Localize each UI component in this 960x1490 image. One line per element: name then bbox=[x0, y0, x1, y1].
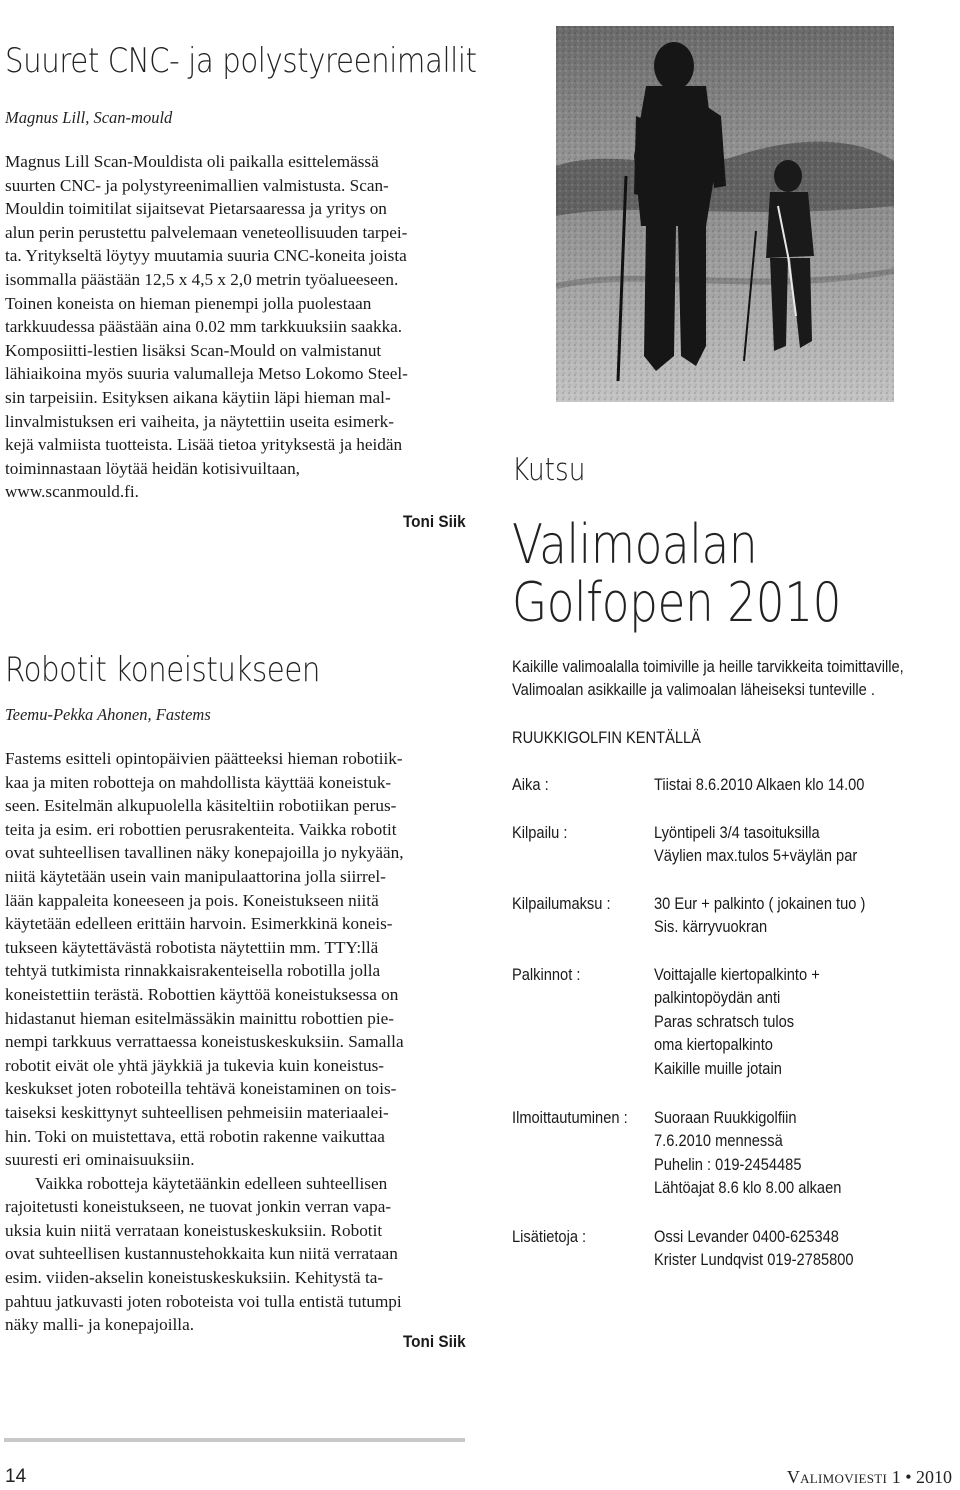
body-line: uksia kuin niitä verrataan koneistuskeskuksiin. Robotit bbox=[5, 1220, 383, 1240]
issue-number: 1 • 2010 bbox=[891, 1467, 952, 1487]
body-line: hin. Toki on muistettava, että robotin rakenne vaikuttaa bbox=[5, 1126, 385, 1146]
invite-intro bbox=[512, 656, 904, 703]
body-line: Komposiitti-lestien lisäksi Scan-Mould on valmistanut bbox=[5, 340, 382, 360]
body-line: Mouldin toimitilat sijaitsevat Pietarsaaressa ja yritys on bbox=[5, 199, 387, 219]
invite-row-values bbox=[654, 964, 820, 1081]
footer-issue bbox=[787, 1467, 952, 1488]
body-line: taiseksi keskittynyt suhteellisen pehmeisiin materiaalei- bbox=[5, 1102, 389, 1122]
body-line: sin tarpeisiin. Esityksen aikana käytiin läpi hieman mal- bbox=[5, 387, 391, 407]
body-line: isommalla päästään 12,5 x 4,5 x 2,0 metrin työalueeseen. bbox=[5, 269, 399, 289]
magazine-name: Valimoviesti bbox=[786, 1467, 888, 1487]
invite-row-value: oma kiertopalkinto bbox=[654, 1036, 773, 1055]
invite-row-label: Kilpailumaksu : bbox=[512, 895, 611, 913]
invite-row-value: Suoraan Ruukkigolfiin bbox=[654, 1109, 797, 1127]
invite-title-line2: Golfopen 2010 bbox=[512, 571, 842, 634]
invite-row-value: Lähtöajat 8.6 klo 8.00 alkaen bbox=[654, 1179, 842, 1198]
invite-row-values bbox=[654, 822, 857, 869]
invite-row-label: Kilpailu : bbox=[512, 824, 568, 842]
invite-row-values bbox=[654, 1107, 841, 1201]
body-line: tarkkuudessa päästään aina 0.02 mm tarkkuuksiin saakka. bbox=[5, 317, 403, 337]
body-line: Magnus Lill Scan-Mouldista oli paikalla esittelemässä bbox=[5, 152, 379, 171]
invite-row-value: Sis. kärryvuokran bbox=[654, 918, 768, 937]
invite-row-values bbox=[654, 774, 864, 797]
body-line: käytetään edelleen erittäin harvoin. Esimerkkinä koneis- bbox=[5, 914, 393, 934]
article1-title: Suuret CNC- ja polystyreenimallit bbox=[5, 41, 477, 81]
article2-title: Robotit koneistukseen bbox=[5, 650, 321, 690]
invite-row-value: Voittajalle kiertopalkinto + bbox=[654, 966, 820, 984]
article1-byline: Magnus Lill, Scan-mould bbox=[5, 108, 173, 127]
article1-body bbox=[5, 150, 467, 504]
body-line: keskukset joten roboteilla tehtävä koneistaminen on tois- bbox=[5, 1079, 397, 1099]
column-divider-rule bbox=[4, 1438, 465, 1442]
body-line: www.scanmould.fi. bbox=[5, 482, 139, 502]
body-line: teita ja esim. eri robottien perusrakenteita. Vaikka robotit bbox=[5, 819, 397, 839]
body-line: Toinen koneista on hieman pienempi jolla puolestaan bbox=[5, 293, 372, 313]
body-line: kaa ja miten robotteja on mahdollista käyttää koneistuk- bbox=[5, 772, 392, 792]
body-line: pahtuu jatkuvasti joten roboteista voi tulla entistä tutumpi bbox=[5, 1291, 402, 1311]
invite-row-values bbox=[654, 1226, 854, 1273]
body-line: lään kappaleita koneeseen ja pois. Koneistukseen niitä bbox=[5, 890, 379, 910]
body-line: suurten CNC- ja polystyreenimallien valmistusta. Scan- bbox=[5, 175, 389, 195]
invite-row-value: Puhelin : 019-2454485 bbox=[654, 1155, 802, 1174]
invite-row-value: 30 Eur + palkinto ( jokainen tuo ) bbox=[654, 895, 866, 913]
body-line: Fastems esitteli opintopäivien päätteeksi hieman robotiik- bbox=[5, 749, 403, 768]
invite-venue: RUUKKIGOLFIN KENTÄLLÄ bbox=[512, 729, 701, 747]
body-line: niitä käytetään usein vain manipulaattorina jolla siirrel- bbox=[5, 866, 386, 886]
body-line: lähiaikoina myös suuria valumalleja Metso Lokomo Steel- bbox=[5, 364, 408, 384]
body-line: nempi tarkkuus verrattaessa koneistuskeskuksiin. Samalla bbox=[5, 1032, 404, 1052]
invite-row-label: Ilmoittautuminen : bbox=[512, 1109, 628, 1127]
body-line: ta. Yritykseltä löytyy muutamia suuria CNC-koneita joista bbox=[5, 246, 407, 266]
invite-row-value: Ossi Levander 0400-625348 bbox=[654, 1228, 839, 1246]
body-line: ovat suhteellisen tavallinen näky konepajoilla jo nykyään, bbox=[5, 843, 404, 863]
body-line: tehtyä tutkimista rinnakkaisrakenteisella robotilla jolla bbox=[5, 961, 381, 981]
invite-row-value: Lyöntipeli 3/4 tasoituksilla bbox=[654, 824, 820, 842]
invite-row-value: 7.6.2010 mennessä bbox=[654, 1132, 783, 1151]
invite-row-label: Lisätietoja : bbox=[512, 1228, 587, 1246]
invite-kicker: Kutsu bbox=[512, 452, 586, 488]
invite-row-value: Tiistai 8.6.2010 Alkaen klo 14.00 bbox=[654, 776, 865, 794]
invite-row-value: Väylien max.tulos 5+väylän par bbox=[654, 847, 858, 866]
invite-intro-line: Valimoalan asikkaille ja valimoalan läheiseksi tunteville . bbox=[512, 681, 875, 700]
invite-row-value: Kaikille muille jotain bbox=[654, 1059, 782, 1078]
body-line: robotit eivät ole yhtä jäykkiä ja tukevia kuin koneistus- bbox=[5, 1055, 384, 1075]
invite-intro-line: Kaikille valimoalalla toimiville ja heille tarvikkeita toimittaville, bbox=[512, 658, 904, 676]
article2-byline: Teemu-Pekka Ahonen, Fastems bbox=[5, 705, 211, 724]
body-line: rajoitetusti koneistukseen, ne tuovat jonkin verran vapa- bbox=[5, 1197, 392, 1217]
body-line: suuresti eri ominaisuuksiin. bbox=[5, 1150, 195, 1170]
body-line: linvalmistuksen eri vaiheita, ja näytettiin useita esimerk- bbox=[5, 411, 394, 431]
invite-row-value: Krister Lundqvist 019-2785800 bbox=[654, 1251, 854, 1270]
body-line: Vaikka robotteja käytetäänkin edelleen suhteellisen bbox=[35, 1173, 388, 1193]
golfers-photo bbox=[556, 26, 894, 402]
body-line: näky malli- ja konepajoilla. bbox=[5, 1315, 195, 1335]
page-number: 14 bbox=[5, 1466, 27, 1487]
body-line: tukseen käytettävästä robotista näytettiin mm. TTY:llä bbox=[5, 937, 379, 957]
body-line: alun perin perustettu palvelemaan veneteollisuuden tarpei- bbox=[5, 222, 408, 242]
invite-row-label: Aika : bbox=[512, 776, 549, 794]
body-line: seen. Esitelmän alkupuolella käsiteltiin robotiikan perus- bbox=[5, 796, 397, 816]
article1-signature: Toni Siik bbox=[403, 512, 466, 531]
article2-signature: Toni Siik bbox=[403, 1332, 466, 1351]
invite-row-value: Paras schratsch tulos bbox=[654, 1012, 795, 1031]
invite-row-value: palkintopöydän anti bbox=[654, 989, 781, 1008]
body-line: ovat suhteellisen kustannustehokkaita kun niitä verrataan bbox=[5, 1244, 398, 1264]
invite-row-values bbox=[654, 893, 865, 940]
body-line: esim. viiden-akselin koneistuskeskuksiin. Kehitystä ta- bbox=[5, 1268, 384, 1288]
body-line: kejä valmiista tuotteista. Lisää tietoa yrityksestä ja heidän bbox=[5, 435, 403, 455]
body-line: toiminnastaan löytää heidän kotisivuiltaan, bbox=[5, 458, 300, 478]
body-line: koneistettiin terästä. Robottien käyttöä koneistuksessa on bbox=[5, 984, 399, 1004]
article2-body bbox=[5, 747, 467, 1337]
invite-title-line1: Valimoalan bbox=[512, 513, 758, 576]
body-line: hidastanut hieman esitelmässäkin mainittu robottien pie- bbox=[5, 1008, 395, 1028]
invite-row-label: Palkinnot : bbox=[512, 966, 581, 984]
